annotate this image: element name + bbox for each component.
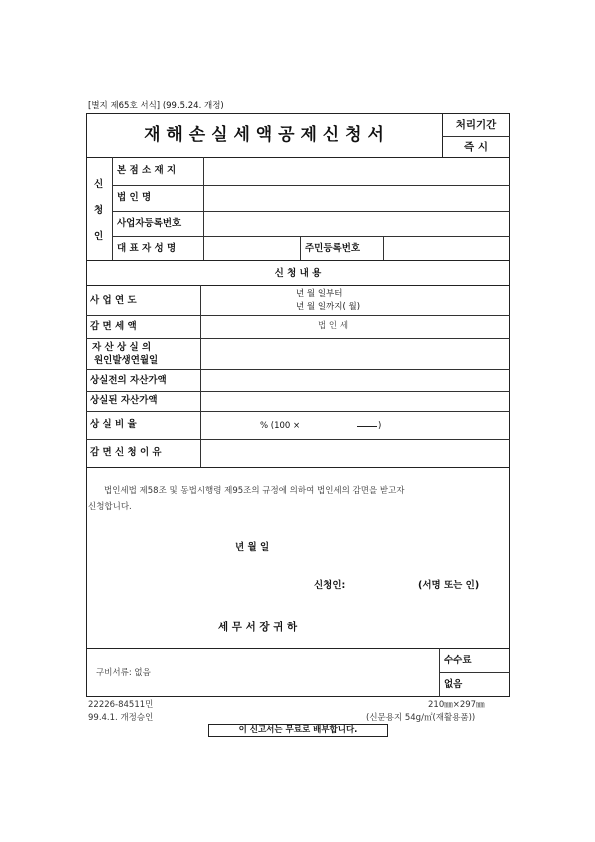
- fee-label: 수수료: [444, 655, 472, 666]
- fee-value: 없음: [444, 679, 463, 690]
- paper-size: 210㎜×297㎜: [428, 700, 485, 710]
- applicant-section-2: 청: [94, 205, 104, 216]
- corp-name-label: 법 인 명: [117, 192, 152, 203]
- applicant-section-1: 신: [94, 179, 104, 190]
- biz-year-label: 사 업 연 도: [90, 295, 137, 306]
- biz-year-to: 년 월 일까지( 월): [296, 302, 361, 312]
- fraction-bar: [357, 426, 377, 427]
- resident-no-label: 주민등록번호: [305, 243, 361, 254]
- required-documents: 구비서류: 없음: [96, 668, 151, 678]
- free-notice: 이 신고서는 무료로 배부합니다.: [238, 725, 358, 735]
- before-loss-label: 상실전의 자산가액: [90, 375, 167, 386]
- applicant-section-3: 인: [94, 231, 104, 242]
- head-office-label: 본 점 소 재 지: [117, 165, 177, 176]
- biz-year-from: 년 월 일부터: [296, 289, 343, 299]
- free-notice-box: [208, 724, 388, 737]
- loss-ratio-value: % (100 ×: [260, 421, 301, 431]
- paper-spec: (신문용지 54g/㎡(재활용품)): [366, 713, 476, 723]
- statement-line-1: 법인세법 제58조 및 동법시행령 제95조의 규정에 의하여 법인세의 감면을 받고자: [104, 486, 405, 496]
- loss-ratio-close: ): [378, 421, 382, 431]
- lost-assets-label: 상실된 자산가액: [90, 395, 158, 406]
- applicant-sign-label: 신청인:: [314, 580, 346, 591]
- content-header: 신 청 내 용: [274, 268, 322, 279]
- processing-period-value: 즉 시: [464, 141, 488, 153]
- processing-period-label: 처리기간: [455, 119, 497, 131]
- approval-date: 99.4.1. 개정승인: [88, 713, 154, 723]
- biz-reg-no-label: 사업자등록번호: [117, 218, 182, 229]
- form-number: 22226-84511민: [88, 700, 154, 710]
- loss-ratio-label: 상 실 비 율: [90, 419, 137, 430]
- form-title: 재 해 손 실 세 액 공 제 신 청 서: [144, 125, 384, 145]
- addressee: 세 무 서 장 귀 하: [218, 621, 298, 633]
- reduced-tax-value: 법 인 세: [318, 321, 349, 331]
- rep-name-label: 대 표 자 성 명: [117, 243, 177, 254]
- asset-loss-label-2: 원인발생연월일: [94, 355, 159, 366]
- asset-loss-label-1: 자 산 상 실 의: [92, 342, 152, 353]
- signature-placeholder: (서명 또는 인): [418, 580, 480, 591]
- reason-label: 감 면 신 청 이 유: [90, 447, 162, 458]
- form-reference: [별지 제65호 서식] (99.5.24. 개정): [88, 101, 224, 111]
- statement-line-2: 신청합니다.: [88, 502, 132, 512]
- reduced-tax-label: 감 면 세 액: [90, 321, 137, 332]
- date-line: 년 월 일: [235, 542, 270, 553]
